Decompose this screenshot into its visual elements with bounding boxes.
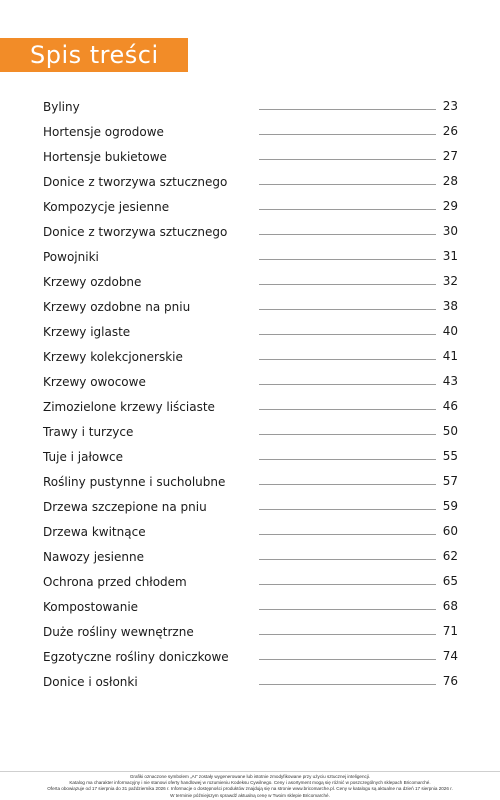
toc-entry-label: Duże rośliny wewnętrzne [43, 624, 194, 639]
toc-entry-label: Nawozy jesienne [43, 549, 144, 564]
leader-line [259, 284, 436, 285]
toc-entry[interactable] [43, 419, 458, 444]
toc-entry[interactable] [43, 219, 458, 244]
leader-line [259, 159, 436, 160]
leader-line [259, 484, 436, 485]
toc-entry[interactable] [43, 444, 458, 469]
toc-entry[interactable] [43, 94, 458, 119]
toc-entry-label: Kompostowanie [43, 599, 139, 614]
toc-entry-page: 71 [442, 624, 458, 638]
leader-line [259, 259, 436, 260]
toc-entry[interactable] [43, 119, 458, 144]
toc-entry-label: Donice i osłonki [43, 674, 138, 689]
leader-line [259, 659, 436, 660]
toc-entry-page: 26 [442, 124, 458, 138]
toc-entry-label: Krzewy iglaste [43, 324, 131, 339]
table-of-contents [43, 94, 458, 694]
title-banner [0, 38, 188, 72]
leader-line [259, 509, 436, 510]
toc-entry-page: 28 [442, 174, 458, 188]
toc-entry-page: 76 [442, 674, 458, 688]
toc-entry[interactable] [43, 144, 458, 169]
toc-entry-label: Ochrona przed chłodem [43, 574, 187, 589]
page-title: Spis treści [30, 41, 159, 69]
footer-line: W terminie późniejszym sprawdź aktualną cenę w Twoim sklepie Bricomarché. [170, 792, 330, 798]
toc-entry-page: 60 [442, 524, 458, 538]
leader-line [259, 409, 436, 410]
toc-entry[interactable] [43, 394, 458, 419]
toc-entry[interactable] [43, 244, 458, 269]
leader-line [259, 309, 436, 310]
toc-entry-label: Krzewy owocowe [43, 374, 146, 389]
toc-entry-page: 27 [442, 149, 458, 163]
toc-entry-page: 62 [442, 549, 458, 563]
toc-entry[interactable] [43, 194, 458, 219]
toc-entry-page: 43 [442, 374, 458, 388]
leader-line [259, 134, 436, 135]
toc-entry-label: Donice z tworzywa sztucznego [43, 224, 228, 239]
footer-line: Katalog ma charakter informacyjny i nie stanowi oferty handlowej w rozumieniu Kodeksu Cywilnego. Ceny i asortyment mogą się różnić w poszczególnych sklepach Bricomarché. [69, 780, 431, 786]
toc-entry-page: 32 [442, 274, 458, 288]
leader-line [259, 609, 436, 610]
toc-entry-page: 29 [442, 199, 458, 213]
toc-entry-page: 65 [442, 574, 458, 588]
toc-entry[interactable] [43, 169, 458, 194]
toc-entry[interactable] [43, 294, 458, 319]
footer-disclaimer [0, 771, 500, 799]
toc-entry-label: Tuje i jałowce [43, 449, 124, 464]
leader-line [259, 184, 436, 185]
leader-line [259, 684, 436, 685]
leader-line [259, 559, 436, 560]
toc-entry-label: Krzewy kolekcjonerskie [43, 349, 183, 364]
toc-entry-label: Kompozycje jesienne [43, 199, 170, 214]
toc-entry[interactable] [43, 369, 458, 394]
leader-line [259, 359, 436, 360]
leader-line [259, 234, 436, 235]
toc-entry[interactable] [43, 344, 458, 369]
toc-entry-label: Egzotyczne rośliny doniczkowe [43, 649, 229, 664]
toc-entry[interactable] [43, 594, 458, 619]
toc-entry-label: Krzewy ozdobne na pniu [43, 299, 191, 314]
toc-entry-page: 30 [442, 224, 458, 238]
toc-entry[interactable] [43, 269, 458, 294]
leader-line [259, 109, 436, 110]
toc-entry[interactable] [43, 669, 458, 694]
toc-entry-page: 68 [442, 599, 458, 613]
toc-entry[interactable] [43, 544, 458, 569]
toc-entry[interactable] [43, 619, 458, 644]
toc-entry-page: 40 [442, 324, 458, 338]
leader-line [259, 584, 436, 585]
toc-entry-page: 41 [442, 349, 458, 363]
toc-entry[interactable] [43, 469, 458, 494]
leader-line [259, 534, 436, 535]
toc-entry-label: Donice z tworzywa sztucznego [43, 174, 228, 189]
leader-line [259, 209, 436, 210]
leader-line [259, 334, 436, 335]
toc-entry-label: Rośliny pustynne i sucholubne [43, 474, 226, 489]
toc-entry-label: Drzewa szczepione na pniu [43, 499, 207, 514]
toc-entry-page: 55 [442, 449, 458, 463]
footer-line: Grafiki oznaczone symbolem „AI” zostały wygenerowane lub istotnie zmodyfikowane przy użyciu sztucznej inteligencji. [129, 774, 371, 779]
toc-entry-page: 50 [442, 424, 458, 438]
leader-line [259, 384, 436, 385]
toc-entry-label: Drzewa kwitnące [43, 524, 146, 539]
leader-line [259, 634, 436, 635]
toc-entry-label: Hortensje bukietowe [43, 149, 167, 164]
toc-entry-label: Trawy i turzyce [43, 424, 134, 439]
toc-entry[interactable] [43, 319, 458, 344]
toc-entry-page: 74 [442, 649, 458, 663]
toc-entry-page: 23 [442, 99, 458, 113]
toc-entry[interactable] [43, 644, 458, 669]
toc-entry-page: 46 [442, 399, 458, 413]
toc-entry-label: Powojniki [43, 249, 99, 264]
leader-line [259, 434, 436, 435]
footer-line: Oferta obowiązuje od 17 sierpnia do 31 października 2026 r. Informacje o dostępności produktów znajdują się na stronie www.bricomarche.pl. Ceny w katalogu są aktualne na dzień 17 sierpnia 2026 r. [47, 786, 453, 792]
toc-entry-label: Krzewy ozdobne [43, 274, 142, 289]
toc-entry-label: Zimozielone krzewy liściaste [43, 399, 215, 414]
toc-entry[interactable] [43, 569, 458, 594]
toc-entry-page: 38 [442, 299, 458, 313]
toc-entry[interactable] [43, 519, 458, 544]
toc-entry-label: Byliny [43, 99, 80, 114]
toc-entry[interactable] [43, 494, 458, 519]
toc-entry-label: Hortensje ogrodowe [43, 124, 164, 139]
toc-entry-page: 31 [442, 249, 458, 263]
toc-entry-page: 59 [442, 499, 458, 513]
leader-line [259, 459, 436, 460]
toc-entry-page: 57 [442, 474, 458, 488]
